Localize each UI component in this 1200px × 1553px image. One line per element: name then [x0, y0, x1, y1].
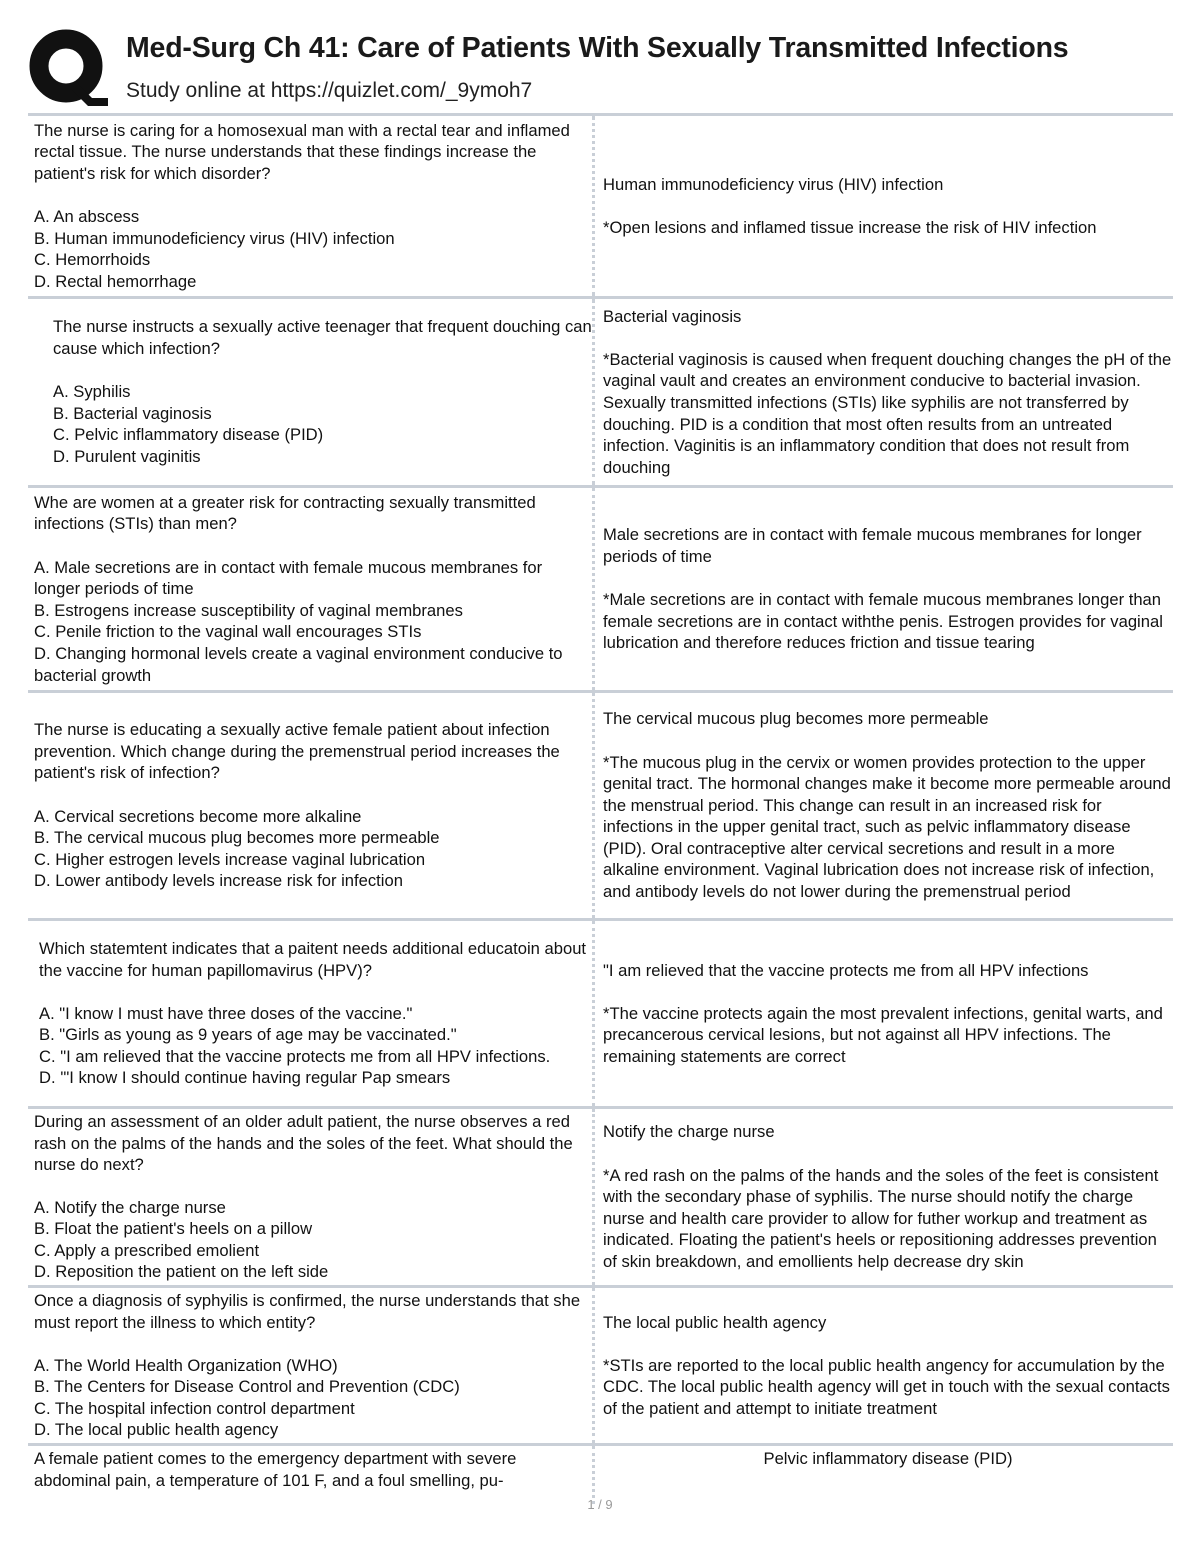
option-c: C. Pelvic inflammatory disease (PID): [53, 425, 324, 445]
answer-text: "I am relieved that the vaccine protects me from all HPV infections: [603, 960, 1089, 980]
question-text: A female patient comes to the emergency department with severe abdominal pain, a temperature of 101 F, and a foul smelling, pu-: [34, 1449, 517, 1490]
option-b: B. Human immunodeficiency virus (HIV) infection: [34, 228, 395, 248]
option-b: B. Bacterial vaginosis: [53, 403, 212, 423]
answer-cell: [595, 299, 1173, 485]
rationale-text: *Bacterial vaginosis is caused when frequent douching changes the pH of the vaginal vault and creates an environment conducive to bacterial invasion. Sexually transmitted infections (STIs) like syphilis are not transferred by douching. PID is a condition that most often results from an untreated infection. Vaginitis is an inflammatory condition that does not result from douching: [603, 349, 1172, 477]
option-c: C. Higher estrogen levels increase vaginal lubrication: [34, 849, 426, 869]
option-b: B. "Girls as young as 9 years of age may be vaccinated.": [39, 1025, 457, 1045]
option-d: D. Rectal hemorrhage: [34, 271, 197, 291]
option-b: B. Float the patient's heels on a pillow: [34, 1219, 313, 1239]
option-d: D. Purulent vaginitis: [53, 446, 201, 466]
answer-text: Human immunodeficiency virus (HIV) infection: [603, 174, 944, 194]
option-c: C. Hemorrhoids: [34, 250, 151, 270]
option-b: B. The cervical mucous plug becomes more permeable: [34, 828, 440, 848]
question-cell: [28, 1288, 595, 1443]
option-b: B. The Centers for Disease Control and Prevention (CDC): [34, 1377, 460, 1397]
option-b: B. Estrogens increase susceptibility of vaginal membranes: [34, 600, 463, 620]
option-a: A. "I know I must have three doses of the vaccine.": [39, 1003, 413, 1023]
question-text: Whe are women at a greater risk for contracting sexually transmitted infections (STIs) than men?: [34, 492, 536, 534]
option-d: D. Changing hormonal levels create a vaginal environment conducive to bacterial growth: [34, 643, 563, 685]
rationale-text: *A red rash on the palms of the hands and the soles of the feet is consistent with the secondary phase of syphilis. The nurse should notify the charge nurse and health care provider to allow for futher workup and treatment as indicated. Floating the patient's heels or repositioning addresses prevention of skin breakdown, and emollients help decrease dry skin: [603, 1165, 1159, 1271]
answer-cell: [595, 1446, 1173, 1504]
option-c: C. Penile friction to the vaginal wall encourages STIs: [34, 622, 422, 642]
option-c: C. The hospital infection control department: [34, 1398, 355, 1418]
flashcard-row: [28, 1443, 1173, 1504]
option-a: A. Male secretions are in contact with female mucous membranes for longer periods of time: [34, 557, 543, 599]
option-a: A. Notify the charge nurse: [34, 1197, 226, 1217]
option-a: A. Syphilis: [53, 382, 131, 402]
question-cell: [28, 116, 595, 296]
option-a: A. An abscess: [34, 207, 140, 226]
page-title: Med-Surg Ch 41: Care of Patients With Sexually Transmitted Infections: [126, 32, 1069, 64]
rationale-text: *Male secretions are in contact with female mucous membranes longer than female secretions are in contact withthe penis. Estrogen provides for vaginal lubrication and therefore reduces friction and tissue tearing: [603, 590, 1163, 653]
option-a: A. The World Health Organization (WHO): [34, 1355, 338, 1375]
answer-text: Bacterial vaginosis: [603, 306, 742, 326]
question-cell: [28, 1446, 595, 1504]
answer-text: Notify the charge nurse: [603, 1122, 775, 1142]
question-text: Once a diagnosis of syphyilis is confirmed, the nurse understands that she must report the illness to which entity?: [34, 1291, 581, 1332]
question-cell: [28, 299, 595, 485]
answer-text: The local public health agency: [603, 1312, 827, 1332]
question-text: During an assessment of an older adult patient, the nurse observes a red rash on the palms of the hands and the soles of the feet. What should the nurse do next?: [34, 1112, 573, 1175]
answer-cell: [595, 1109, 1173, 1285]
question-cell: [28, 488, 595, 690]
question-cell: [28, 693, 595, 918]
rationale-text: *Open lesions and inflamed tissue increase the risk of HIV infection: [603, 217, 1097, 237]
option-c: C. "I am relieved that the vaccine protects me from all HPV infections.: [39, 1046, 551, 1066]
question-text: The nurse is caring for a homosexual man with a rectal tear and inflamed rectal tissue. The nurse understands that these findings increase the patient's risk for which disorder?: [34, 120, 570, 183]
study-link[interactable]: Study online at https://quizlet.com/_9ymoh7: [126, 79, 533, 102]
flashcard-list: [28, 113, 1173, 1504]
option-d: D. '"I know I should continue having regular Pap smears: [39, 1068, 451, 1088]
answer-text: Male secretions are in contact with female mucous membranes for longer periods of time: [603, 525, 1142, 566]
question-text: The nurse is educating a sexually active female patient about infection prevention. Which change during the premenstrual period increases the patient's risk of infection?: [34, 720, 560, 783]
option-d: D. The local public health agency: [34, 1420, 279, 1440]
answer-cell: [595, 1288, 1173, 1443]
question-text: The nurse instructs a sexually active teenager that frequent douching can cause which infection?: [53, 317, 592, 359]
option-c: C. Apply a prescribed emolient: [34, 1240, 260, 1260]
option-d: D. Lower antibody levels increase risk for infection: [34, 871, 403, 891]
rationale-text: *STIs are reported to the local public health angency for accumulation by the CDC. The local public health agency will get in touch with the sexual contacts of the patient and attempt to initiate treatment: [603, 1355, 1170, 1418]
question-cell: [28, 1109, 595, 1285]
flashcard-row: [28, 1106, 1173, 1285]
option-d: D. Reposition the patient on the left side: [34, 1262, 329, 1282]
flashcard-row: [28, 1285, 1173, 1443]
answer-cell: [595, 488, 1173, 690]
header: [28, 28, 1178, 110]
answer-text: Pelvic inflammatory disease (PID): [763, 1449, 1013, 1468]
flashcard-row: [28, 690, 1173, 918]
option-a: A. Cervical secretions become more alkaline: [34, 806, 362, 826]
answer-cell: [595, 116, 1173, 296]
answer-cell: [595, 693, 1173, 918]
question-text: Which statemtent indicates that a paitent needs additional educatoin about the vaccine for human papillomavirus (HPV)?: [39, 938, 587, 980]
page-number: 1 / 9: [587, 1497, 613, 1512]
flashcard-row: [28, 113, 1173, 296]
answer-cell: [595, 921, 1173, 1106]
rationale-text: *The mucous plug in the cervix or women provides protection to the upper genital tract. The hormonal changes make it become more permeable around the menstrual period. This change can result in an increased risk for infections in the upper genital tract, such as pelvic inflammatory disease (PID). Oral contraceptive alter cervical secretions and result in a more alkaline environment. Vaginal lubrication does not increase risk of infection, and antibody levels do not lower during the premenstrual period: [603, 752, 1171, 902]
flashcard-row: [28, 296, 1173, 485]
rationale-text: *The vaccine protects again the most prevalent infections, genital warts, and precancerous cervical lesions, but not against all HPV infections. The remaining statements are correct: [603, 1003, 1163, 1066]
question-cell: [28, 921, 595, 1106]
answer-text: The cervical mucous plug becomes more permeable: [603, 709, 989, 729]
flashcard-row: [28, 918, 1173, 1106]
quizlet-logo-icon: [28, 28, 108, 108]
flashcard-row: [28, 485, 1173, 690]
